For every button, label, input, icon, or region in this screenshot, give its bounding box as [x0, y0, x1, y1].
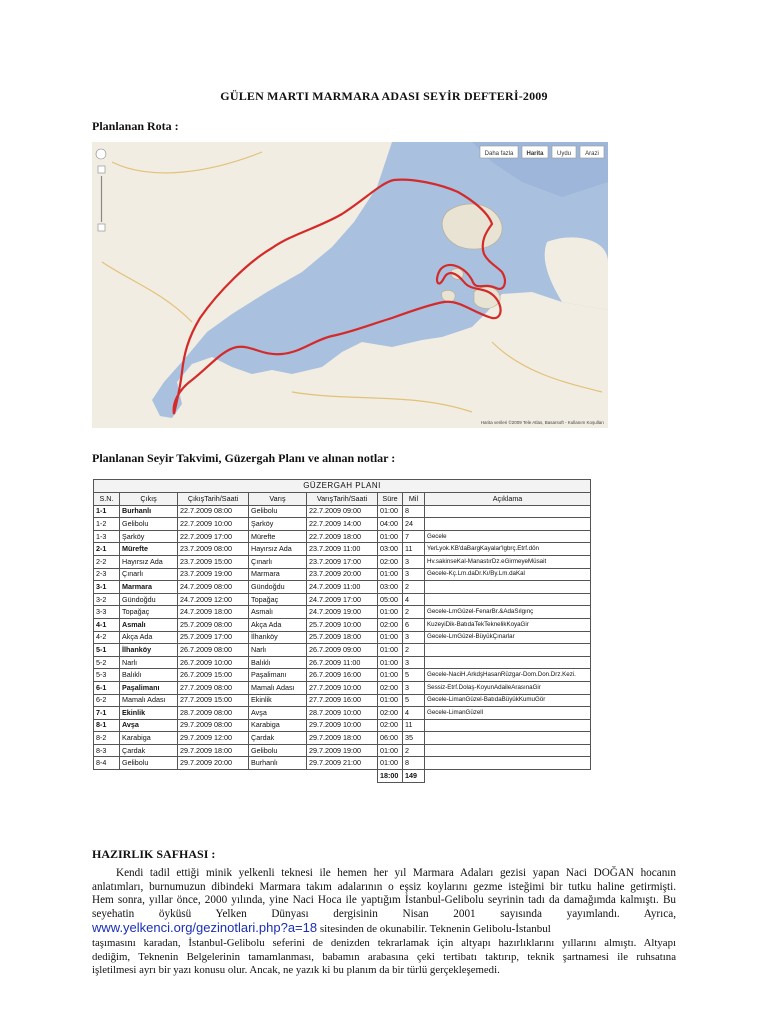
column-header: VarışTarih/Saati [307, 493, 378, 506]
table-cell-to: Akça Ada [249, 618, 307, 631]
table-cell-from: Mürefte [120, 543, 178, 556]
table-row [94, 505, 591, 518]
table-cell-dur: 01:00 [378, 606, 403, 619]
table-cell-note [425, 518, 591, 531]
table-cell-note [425, 719, 591, 732]
table-cell-sn: 4-2 [94, 631, 120, 644]
table-cell-to: Mürefte [249, 530, 307, 543]
table-cell-dep: 23.7.2009 08:00 [178, 543, 249, 556]
table-cell-from: İlhanköy [120, 644, 178, 657]
column-header: Varış [249, 493, 307, 506]
table-cell-mil: 5 [403, 669, 425, 682]
schedule-label: Planlanan Seyir Takvimi, Güzergah Planı ve alınan notlar : [92, 451, 396, 465]
table-cell-arr: 23.7.2009 11:00 [307, 543, 378, 556]
table-cell-mil: 24 [403, 518, 425, 531]
table-cell-from: Mamalı Adası [120, 694, 178, 707]
map-control-satellite: Uydu [556, 151, 572, 157]
table-cell-to: Gelibolu [249, 505, 307, 518]
table-cell-dur: 01:00 [378, 644, 403, 657]
table-row [94, 681, 591, 694]
table-cell-from: Gelibolu [120, 518, 178, 531]
table-cell-arr: 29.7.2009 21:00 [307, 757, 378, 770]
table-cell-from: Gelibolu [120, 757, 178, 770]
table-cell-dur: 03:00 [378, 581, 403, 594]
table-row [94, 669, 591, 682]
table-cell-sn: 8-2 [94, 732, 120, 745]
table-cell-dep: 29.7.2009 12:00 [178, 732, 249, 745]
table-cell-mil: 3 [403, 555, 425, 568]
table-cell-note: Gecele-LmGüzel-FenarBr.&AdaSılgınç [425, 606, 591, 619]
table-cell-dep: 28.7.2009 08:00 [178, 707, 249, 720]
table-cell-sn: 3-3 [94, 606, 120, 619]
table-cell-sn: 5-1 [94, 644, 120, 657]
paragraph-line: seyehatin öyküsü Yelken Dünyası dergisinin Nisan 2001 sayısında yayımlandı. Ayrıca, [92, 907, 676, 920]
table-cell-dep: 26.7.2009 08:00 [178, 644, 249, 657]
paragraph-line: Kendi tadil ettiği minik yelkenli teknesi ile hemen her yıl Marmara Adaları gezisi yapan Naci DOĞAN hocanın [116, 867, 676, 879]
table-row [94, 631, 591, 644]
table-row [94, 606, 591, 619]
table-cell-sn: 4-1 [94, 618, 120, 631]
table-cell-from: Hayırsız Ada [120, 555, 178, 568]
table-cell-note [425, 732, 591, 745]
table-cell-dur: 03:00 [378, 543, 403, 556]
table-cell-mil: 6 [403, 618, 425, 631]
table-cell-to: Marmara [249, 568, 307, 581]
table-cell-arr: 22.7.2009 18:00 [307, 530, 378, 543]
column-header: Çıkış [120, 493, 178, 506]
table-cell-mil: 4 [403, 707, 425, 720]
table-cell-sn: 5-3 [94, 669, 120, 682]
table-cell-dur: 02:00 [378, 618, 403, 631]
paragraph-line: anlatımları, burnumuzun dibindeki Marmara takım adalarının o eşsiz koylarını gezme isteğimi bir tutku haline getirmişti. [92, 880, 676, 893]
table-cell-arr: 29.7.2009 10:00 [307, 719, 378, 732]
table-cell-dur: 02:00 [378, 719, 403, 732]
table-cell-to: Ekinlik [249, 694, 307, 707]
table-row [94, 744, 591, 757]
table-cell-sn: 2-2 [94, 555, 120, 568]
table-cell-dep: 29.7.2009 20:00 [178, 757, 249, 770]
total-duration: 18:00 [378, 770, 403, 783]
table-cell-to: Çınarlı [249, 555, 307, 568]
table-cell-arr: 23.7.2009 17:00 [307, 555, 378, 568]
table-row [94, 543, 591, 556]
table-cell-sn: 1-3 [94, 530, 120, 543]
table-cell-to: Mamalı Adası [249, 681, 307, 694]
table-cell-from: Karabiga [120, 732, 178, 745]
table-cell-dep: 29.7.2009 08:00 [178, 719, 249, 732]
table-cell-dur: 01:00 [378, 744, 403, 757]
table-cell-dep: 22.7.2009 17:00 [178, 530, 249, 543]
table-cell-mil: 3 [403, 631, 425, 644]
table-cell-dep: 23.7.2009 19:00 [178, 568, 249, 581]
table-row [94, 757, 591, 770]
map-control-terrain: Arazi [585, 151, 599, 157]
table-cell-to: Balıklı [249, 656, 307, 669]
table-cell-dur: 01:00 [378, 694, 403, 707]
table-cell-note [425, 744, 591, 757]
table-cell-arr: 25.7.2009 10:00 [307, 618, 378, 631]
table-cell-to: Gündoğdu [249, 581, 307, 594]
table-cell-mil: 2 [403, 606, 425, 619]
table-cell-mil: 3 [403, 681, 425, 694]
table-cell-mil: 2 [403, 581, 425, 594]
table-cell-dep: 23.7.2009 15:00 [178, 555, 249, 568]
table-cell-dur: 02:00 [378, 681, 403, 694]
table-cell-sn: 8-4 [94, 757, 120, 770]
table-cell-arr: 24.7.2009 19:00 [307, 606, 378, 619]
table-cell-sn: 1-2 [94, 518, 120, 531]
table-cell-to: Narlı [249, 644, 307, 657]
table-cell-sn: 7-1 [94, 707, 120, 720]
table-cell-mil: 3 [403, 568, 425, 581]
table-cell-dur: 02:00 [378, 707, 403, 720]
table-cell-mil: 2 [403, 744, 425, 757]
table-cell-from: Avşa [120, 719, 178, 732]
table-cell-to: Avşa [249, 707, 307, 720]
table-cell-note [425, 644, 591, 657]
table-cell-dep: 25.7.2009 17:00 [178, 631, 249, 644]
table-cell-sn: 3-1 [94, 581, 120, 594]
table-cell-sn: 2-3 [94, 568, 120, 581]
table-row [94, 707, 591, 720]
table-cell-dur: 04:00 [378, 518, 403, 531]
table-cell-arr: 27.7.2009 16:00 [307, 694, 378, 707]
table-cell-dep: 24.7.2009 08:00 [178, 581, 249, 594]
table-cell-dur: 01:00 [378, 669, 403, 682]
table-cell-to: Çardak [249, 732, 307, 745]
map-control-map: Harita [526, 151, 544, 157]
table-cell-to: Topağaç [249, 593, 307, 606]
table-cell-mil: 8 [403, 505, 425, 518]
table-cell-arr: 27.7.2009 10:00 [307, 681, 378, 694]
table-row [94, 530, 591, 543]
table-row [94, 732, 591, 745]
totals-row [94, 770, 591, 783]
table-cell-dur: 01:00 [378, 530, 403, 543]
table-cell-sn: 5-2 [94, 656, 120, 669]
route-map [92, 142, 608, 428]
table-cell-dur: 01:00 [378, 656, 403, 669]
paragraph-line: sitesinden de okunabilir. Teknenin Gelibolu-İstanbul [317, 923, 551, 936]
paragraph-line: Hem sonra, yıllar önce, 2000 yılında, yine Naci Hoca ile yaptığım İstanbul-Gelibolu seyrinin tadı da damağımda kalmıştı. Bu [92, 894, 676, 907]
table-cell-dur: 02:00 [378, 555, 403, 568]
table-cell-dur: 06:00 [378, 732, 403, 745]
table-cell-mil: 11 [403, 719, 425, 732]
table-cell-mil: 3 [403, 656, 425, 669]
table-cell-from: Narlı [120, 656, 178, 669]
table-cell-sn: 1-1 [94, 505, 120, 518]
table-cell-dep: 27.7.2009 08:00 [178, 681, 249, 694]
table-row [94, 593, 591, 606]
table-cell-to: Karabiga [249, 719, 307, 732]
table-row [94, 518, 591, 531]
column-header: ÇıkışTarih/Saati [178, 493, 249, 506]
table-cell-arr: 22.7.2009 09:00 [307, 505, 378, 518]
table-cell-dur: 01:00 [378, 631, 403, 644]
table-cell-sn: 6-2 [94, 694, 120, 707]
table-cell-note [425, 656, 591, 669]
table-cell-mil: 4 [403, 593, 425, 606]
table-cell-dep: 26.7.2009 15:00 [178, 669, 249, 682]
table-cell-to: Paşalimanı [249, 669, 307, 682]
table-cell-dur: 01:00 [378, 568, 403, 581]
table-cell-mil: 5 [403, 694, 425, 707]
table-row [94, 644, 591, 657]
route-plan-table [93, 479, 591, 783]
table-cell-dep: 27.7.2009 15:00 [178, 694, 249, 707]
table-cell-from: Paşalimanı [120, 681, 178, 694]
table-row [94, 568, 591, 581]
table-cell-mil: 35 [403, 732, 425, 745]
map-controls [480, 146, 604, 158]
table-cell-mil: 2 [403, 644, 425, 657]
table-cell-dur: 01:00 [378, 757, 403, 770]
table-cell-note: Gecele-LmGüzel-BüyükÇınarlar [425, 631, 591, 644]
table-cell-dur: 01:00 [378, 505, 403, 518]
total-mil: 149 [403, 770, 425, 783]
table-cell-arr: 29.7.2009 19:00 [307, 744, 378, 757]
table-cell-from: Çardak [120, 744, 178, 757]
table-cell-from: Asmalı [120, 618, 178, 631]
table-cell-to: Şarköy [249, 518, 307, 531]
table-cell-from: Akça Ada [120, 631, 178, 644]
map-footer: Harita verileri ©2009 Tele Atlas, Basarsoft - Kullanım Koşulları [480, 420, 604, 425]
table-cell-note: Sessiz-Etrf.Dolaş-KoyunAdaileArasınaGir [425, 681, 591, 694]
table-cell-note [425, 505, 591, 518]
table-cell-sn: 8-3 [94, 744, 120, 757]
table-cell-arr: 26.7.2009 09:00 [307, 644, 378, 657]
table-cell-dep: 26.7.2009 10:00 [178, 656, 249, 669]
table-cell-dep: 29.7.2009 18:00 [178, 744, 249, 757]
table-cell-arr: 24.7.2009 17:00 [307, 593, 378, 606]
table-cell-note [425, 593, 591, 606]
planned-route-label: Planlanan Rota : [92, 119, 179, 133]
table-cell-sn: 8-1 [94, 719, 120, 732]
table-cell-note: Hv.sakinseKal-ManastırDz.eGirmeyeMüsait [425, 555, 591, 568]
prep-heading: HAZIRLIK SAFHASI : [92, 847, 216, 861]
table-cell-from: Çınarlı [120, 568, 178, 581]
table-cell-note: Gecele-LimanGüzel-BatıdaBüyükKumuGör [425, 694, 591, 707]
table-cell-arr: 28.7.2009 10:00 [307, 707, 378, 720]
table-caption: GÜZERGAH PLANI [94, 480, 591, 493]
table-cell-mil: 8 [403, 757, 425, 770]
gezinotlari-link[interactable]: www.yelkenci.org/gezinotlari.php?a=18 [92, 920, 318, 936]
table-cell-sn: 6-1 [94, 681, 120, 694]
table-cell-mil: 11 [403, 543, 425, 556]
table-cell-from: Topağaç [120, 606, 178, 619]
table-row [94, 694, 591, 707]
table-cell-to: Hayırsız Ada [249, 543, 307, 556]
table-cell-arr: 26.7.2009 11:00 [307, 656, 378, 669]
document-title: GÜLEN MARTI MARMARA ADASI SEYİR DEFTERİ-2009 [220, 89, 548, 103]
table-cell-note [425, 757, 591, 770]
table-cell-to: Asmalı [249, 606, 307, 619]
table-cell-arr: 23.7.2009 20:00 [307, 568, 378, 581]
table-cell-mil: 7 [403, 530, 425, 543]
table-row [94, 555, 591, 568]
table-row [94, 618, 591, 631]
table-cell-sn: 3-2 [94, 593, 120, 606]
table-cell-sn: 2-1 [94, 543, 120, 556]
table-cell-from: Şarköy [120, 530, 178, 543]
table-cell-from: Ekinlik [120, 707, 178, 720]
table-cell-from: Marmara [120, 581, 178, 594]
column-header: S.N. [94, 493, 120, 506]
table-cell-arr: 29.7.2009 18:00 [307, 732, 378, 745]
table-cell-arr: 25.7.2009 18:00 [307, 631, 378, 644]
prep-paragraph [92, 867, 676, 978]
table-cell-to: Burhanlı [249, 757, 307, 770]
table-cell-dep: 25.7.2009 08:00 [178, 618, 249, 631]
column-header: Süre [378, 493, 403, 506]
table-cell-note: KuzeyiDik-BatıdaTekTeknelikKoyaGir [425, 618, 591, 631]
table-row [94, 719, 591, 732]
table-cell-dur: 05:00 [378, 593, 403, 606]
table-cell-arr: 22.7.2009 14:00 [307, 518, 378, 531]
table-cell-to: İlhanköy [249, 631, 307, 644]
table-cell-from: Gündoğdu [120, 593, 178, 606]
table-cell-arr: 24.7.2009 11:00 [307, 581, 378, 594]
column-header: Mil [403, 493, 425, 506]
table-cell-to: Gelibolu [249, 744, 307, 757]
paragraph-line: işletilmesi ayrı bir yazı konusu olur. Ancak, ne yazık ki bu planım da bir türlü gerçekleşemedi. [92, 964, 500, 977]
table-cell-dep: 22.7.2009 08:00 [178, 505, 249, 518]
table-row [94, 581, 591, 594]
table-cell-dep: 24.7.2009 12:00 [178, 593, 249, 606]
column-header: Açıklama [425, 493, 591, 506]
paragraph-line: dediğim, Teknenin Belgelerinin tamamlanması, babamın arabasına çeki tertibatı taktırıp, teknik şartnamesi ile ruhsatına [92, 950, 676, 963]
table-cell-note: Gecele-NaciH.ArkdşHasanRüzgar-Dom.Don.Drz.Kezi. [425, 669, 591, 682]
paragraph-line: taşımasını karadan, İstanbul-Gelibolu seferini de denizden tekrarlamak için altyapı hazırlıklarını yıllarını almıştı. Altyapı [92, 936, 676, 949]
table-cell-from: Balıklı [120, 669, 178, 682]
table-cell-note: Gecele-LimanGüzell [425, 707, 591, 720]
table-cell-arr: 26.7.2009 16:00 [307, 669, 378, 682]
table-cell-note: Gecele-Kç.Lm.daDr.Kı/By.Lm.daKal [425, 568, 591, 581]
map-control-more: Daha fazla [484, 151, 514, 157]
table-cell-from: Burhanlı [120, 505, 178, 518]
table-cell-dep: 24.7.2009 18:00 [178, 606, 249, 619]
table-cell-dep: 22.7.2009 10:00 [178, 518, 249, 531]
table-cell-note: Gecele [425, 530, 591, 543]
table-row [94, 656, 591, 669]
table-cell-note: YerLyok.KB'daBargKayalar'lgbrç.Etrf.dön [425, 543, 591, 556]
table-cell-note [425, 581, 591, 594]
